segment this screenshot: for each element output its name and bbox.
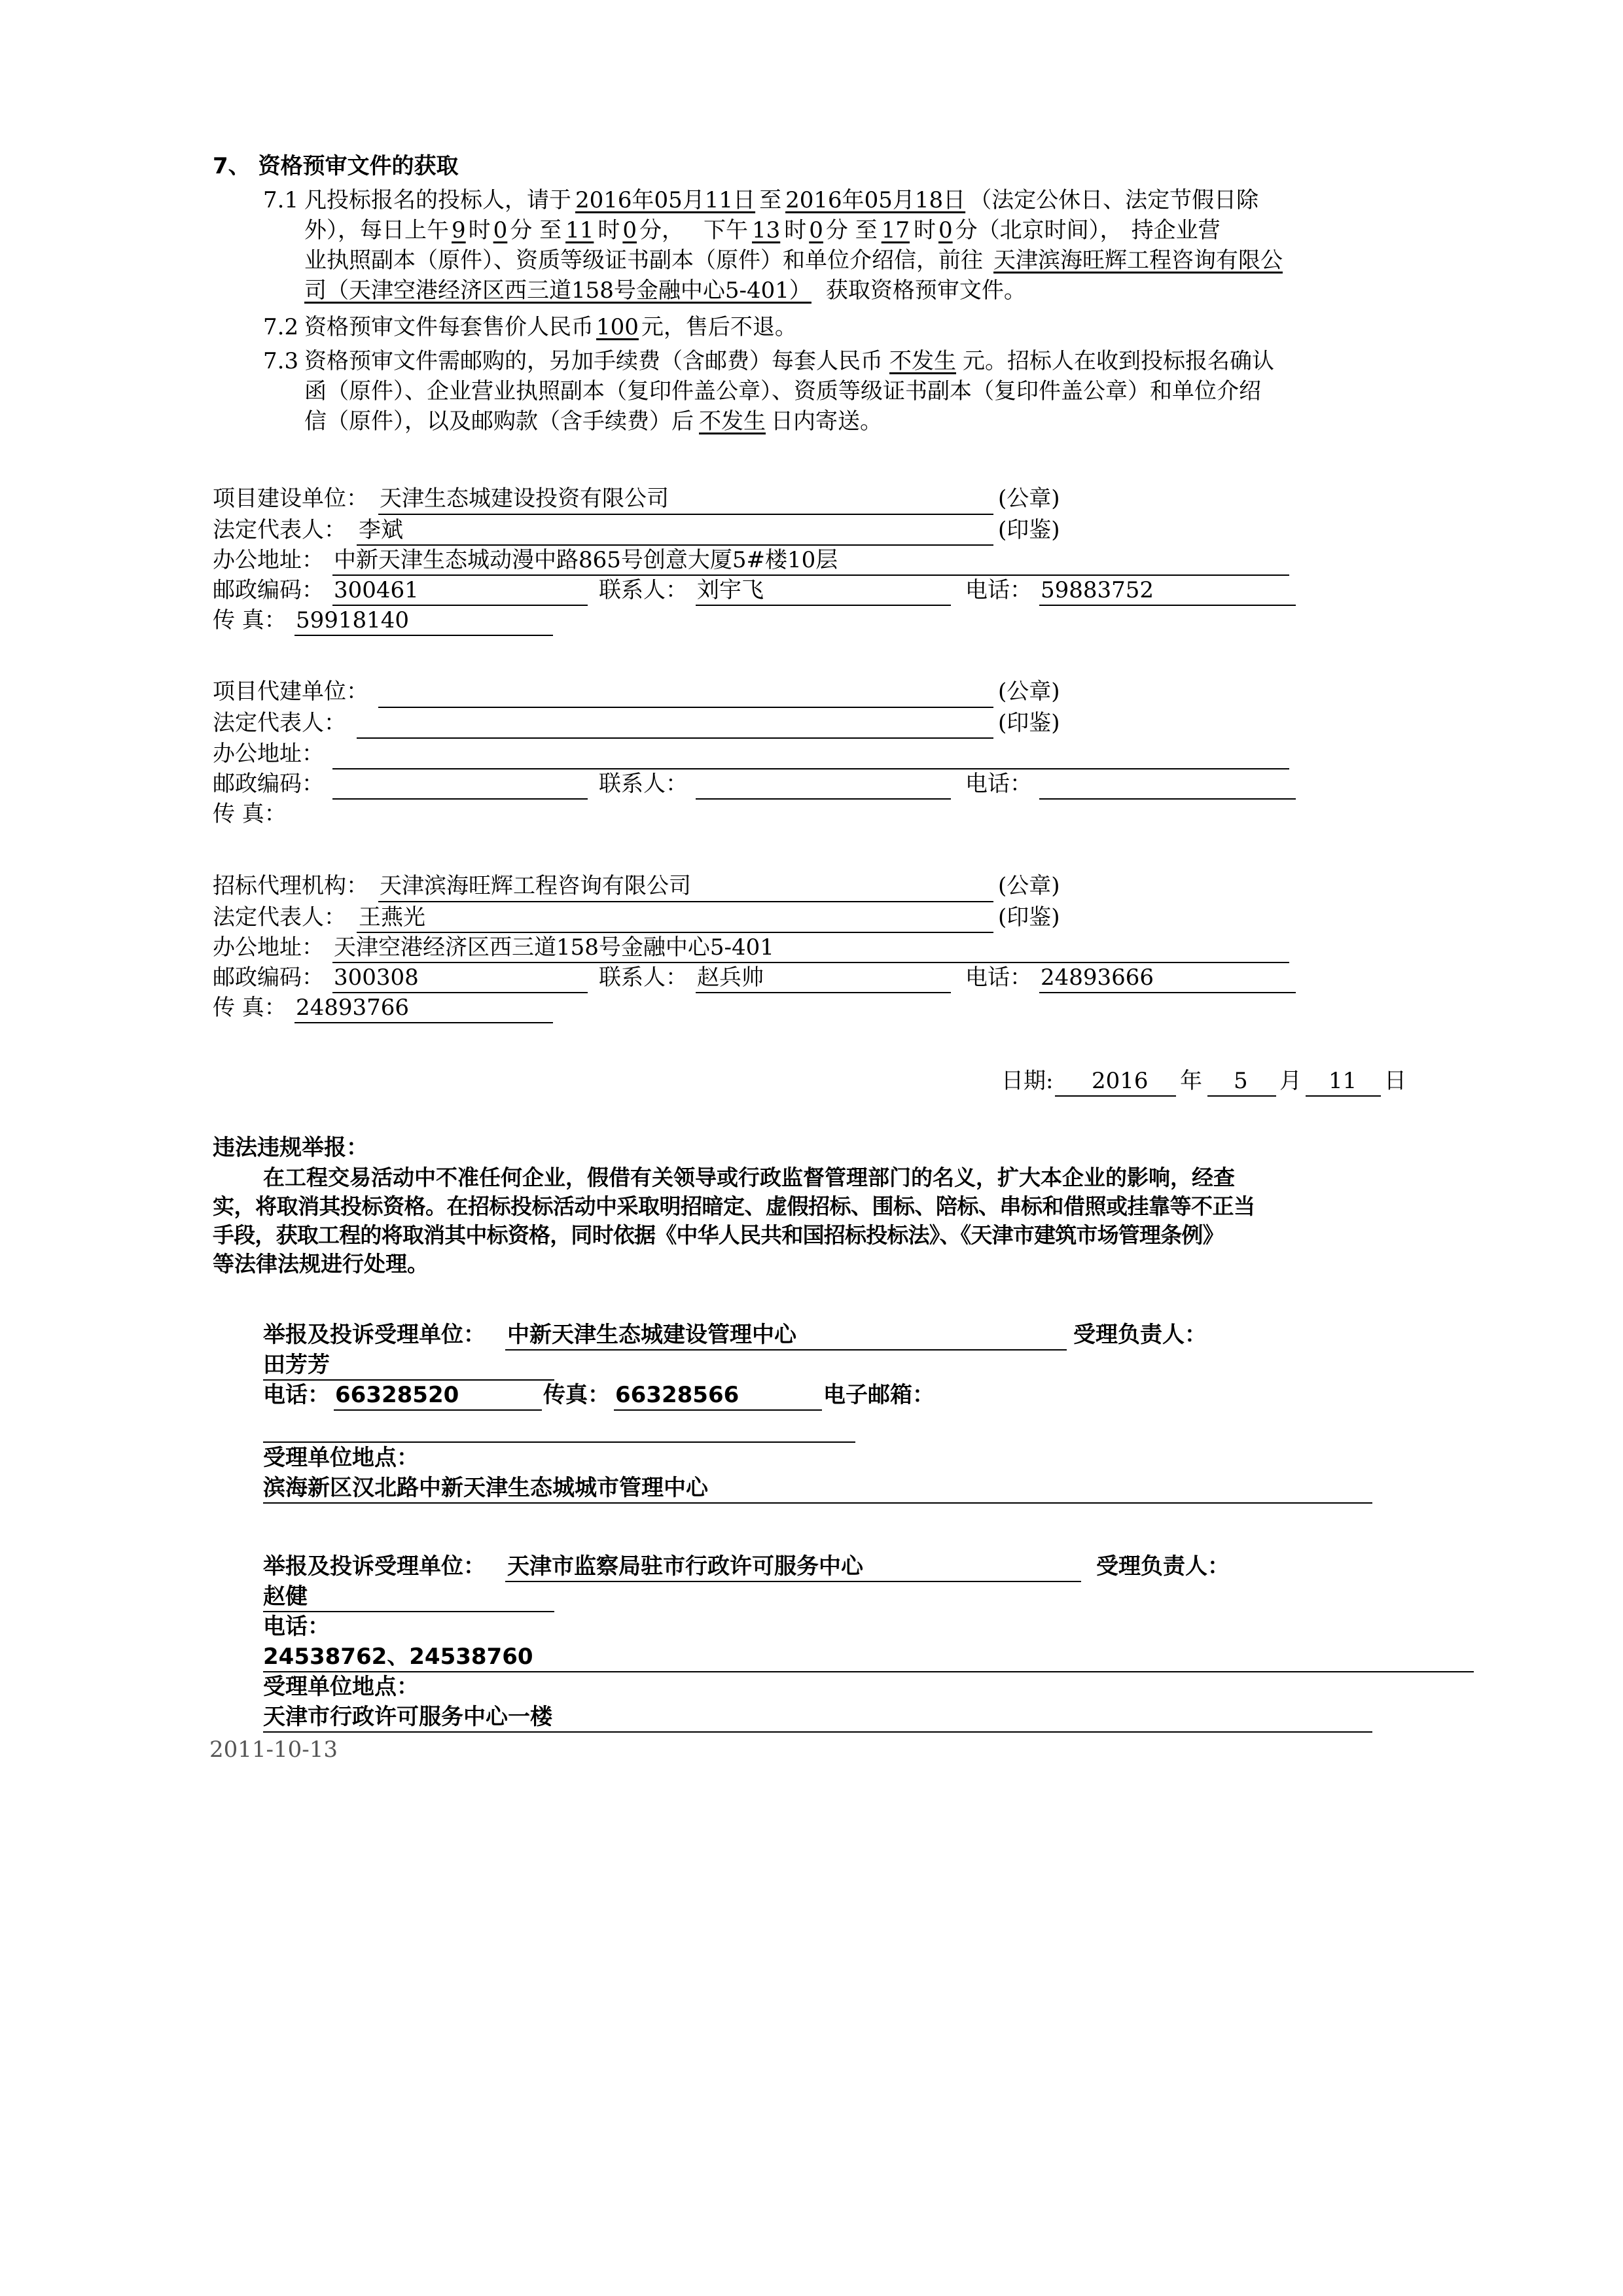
complaint1-fax-line [614,1409,822,1411]
complaint1-email-line [263,1441,855,1443]
report-line-3: 手段，获取工程的将取消其中标资格，同时依据《中华人民共和国招标投标法》、《天津市建筑市场管理条例》 [213,1222,1224,1248]
tender-agent-rep-label: 法定代表人： [213,904,346,930]
tender-agent-unit-line [378,901,993,902]
clause-7-3-line-1: 资格预审文件需邮购的，另加手续费（含邮费）每套人民币 不发生 元。招标人在收到投标报名确认 [304,348,1274,374]
builder-zip-label: 邮政编码： [213,577,324,603]
builder-fax-value: 59918140 [296,607,410,633]
registration-start-date: 2016年05月11日 [575,187,756,213]
clause-7-3-line-2: 函（原件）、企业营业执照副本（复印件盖公章）、资质等级证书副本（复印件盖公章）和单位介绍 [304,378,1261,404]
tender-agent-tel-label: 电话： [965,964,1032,991]
complaint2-head-label: 受理负责人： [1096,1553,1230,1580]
builder-fax-line [294,635,553,636]
date-month: 5 [1234,1068,1248,1094]
tender-agent-seal: (公章) [998,873,1060,899]
clause-7-2-number: 7.2 [263,314,299,340]
clause-7-1-line-4: 司（天津空港经济区西三道158号金融中心5-401） 获取资格预审文件。 [304,277,1026,304]
tender-agent-zip-label: 邮政编码： [213,964,324,991]
agent-builder-tel-line [1039,798,1296,800]
registration-end-date: 2016年05月18日 [785,187,966,213]
tender-agent-unit-label: 招标代理机构： [213,873,368,899]
builder-stamp: (印鉴) [998,517,1060,543]
section-7-heading: 7、 资格预审文件的获取 [213,153,459,179]
clause-7-1-line-1: 凡投标报名的投标人，请于 2016年05月11日 至 2016年05月18日 （法定公休日、法定节假日除 [304,187,1259,213]
date-year-unit: 年 [1180,1068,1202,1094]
complaint1-email-label: 电子邮箱： [823,1382,935,1408]
clause-7-2-text: 资格预审文件每套售价人民币 100 元，售后不退。 [304,314,797,340]
agent-builder-unit-label: 项目代建单位： [213,679,368,705]
date-year-line [1055,1095,1176,1097]
builder-rep-value: 李斌 [359,517,403,543]
complaint1-unit-label: 举报及投诉受理单位： [263,1322,486,1348]
report-line-1: 在工程交易活动中不准任何企业，假借有关领导或行政监督管理部门的名义，扩大本企业的影响，经查 [263,1165,1235,1190]
agent-builder-addr-line [332,768,1289,769]
pickup-location-line-2: 司（天津空港经济区西三道158号金融中心5-401） [304,277,812,304]
tender-agent-addr-label: 办公地址： [213,934,324,961]
builder-tel-line [1039,605,1296,606]
complaint1-place-line [263,1502,1372,1504]
tender-agent-tel-value: 24893666 [1041,964,1154,991]
complaint2-unit-line [505,1581,1081,1582]
tender-agent-tel-line [1039,992,1296,993]
tender-agent-unit-value: 天津滨海旺辉工程咨询有限公司 [380,873,691,899]
date-label: 日期: [1001,1068,1054,1094]
complaint2-place-label: 受理单位地点： [263,1674,419,1700]
agent-builder-zip-line [332,798,588,800]
tender-agent-stamp: (印鉴) [998,904,1060,930]
complaint1-tel-value: 66328520 [335,1382,459,1408]
complaint2-place-line [263,1731,1372,1733]
date-year: 2016 [1092,1068,1149,1094]
agent-builder-rep-label: 法定代表人： [213,710,346,736]
builder-contact-value: 刘宇飞 [697,577,764,603]
builder-tel-label: 电话： [965,577,1032,603]
complaint2-head-value: 赵健 [263,1583,308,1610]
builder-tel-value: 59883752 [1041,577,1154,603]
builder-unit-label: 项目建设单位： [213,486,368,512]
complaint1-head-label: 受理负责人： [1073,1322,1207,1348]
date-day-unit: 日 [1384,1068,1406,1094]
builder-fax-label: 传 真： [213,607,287,633]
builder-addr-label: 办公地址： [213,547,324,573]
complaint2-tel-value: 24538762、24538760 [263,1644,533,1670]
date-month-line [1207,1095,1276,1097]
builder-unit-value: 天津生态城建设投资有限公司 [380,486,669,512]
builder-contact-label: 联系人： [599,577,688,603]
tender-agent-contact-value: 赵兵帅 [697,964,764,991]
agent-builder-rep-line [357,737,993,739]
complaint1-unit-line [505,1349,1067,1351]
builder-seal: (公章) [998,486,1060,512]
builder-unit-line [378,514,993,515]
complaint1-tel-line [334,1409,542,1411]
complaint2-tel-line [263,1671,1474,1672]
clause-7-1-line-2: 外），每日上午 9 时 0 分 至 11 时 0 分， 下午 13 时 0 分 至 17 时 0 分（北京时间）， 持企业营 [304,217,1221,243]
agent-builder-unit-line [378,707,993,708]
mail-fee: 不发生 [889,348,956,374]
date-month-unit: 月 [1279,1068,1302,1094]
complaint2-unit-value: 天津市监察局驻市行政许可服务中心 [507,1553,863,1580]
complaint1-place-label: 受理单位地点： [263,1445,419,1471]
footer-date: 2011-10-13 [209,1737,338,1763]
agent-builder-stamp: (印鉴) [998,710,1060,736]
clause-7-1-line-3: 业执照副本（原件）、资质等级证书副本（原件）和单位介绍信，前往 天津滨海旺辉工程咨询有限公 [304,247,1283,274]
complaint1-fax-value: 66328566 [615,1382,740,1408]
complaint2-place-value: 天津市行政许可服务中心一楼 [263,1704,552,1730]
builder-addr-value: 中新天津生态城动漫中路865号创意大厦5#楼10层 [334,547,838,573]
tender-agent-rep-value: 王燕光 [359,904,425,930]
report-line-2: 实，将取消其投标资格。在招标投标活动中采取明招暗定、虚假招标、围标、陪标、串标和借照或挂靠等不正当 [213,1193,1255,1219]
date-day: 11 [1329,1068,1357,1094]
tender-agent-fax-label: 传 真： [213,995,287,1021]
agent-builder-fax-label: 传 真： [213,801,287,827]
clause-7-3-number: 7.3 [263,348,299,374]
report-title: 违法违规举报： [213,1135,368,1161]
builder-rep-label: 法定代表人： [213,517,346,543]
complaint2-tel-label: 电话： [263,1614,330,1640]
complaint2-unit-label: 举报及投诉受理单位： [263,1553,486,1580]
agent-builder-addr-label: 办公地址： [213,741,324,767]
complaint1-place-value: 滨海新区汉北路中新天津生态城城市管理中心 [263,1475,708,1501]
agent-builder-seal: (公章) [998,679,1060,705]
agent-builder-contact-label: 联系人： [599,771,688,797]
report-line-4: 等法律法规进行处理。 [213,1251,429,1277]
tender-agent-fax-line [294,1022,553,1023]
agent-builder-zip-label: 邮政编码： [213,771,324,797]
tender-agent-fax-value: 24893766 [296,995,410,1021]
pickup-location-line-1: 天津滨海旺辉工程咨询有限公 [993,247,1283,274]
complaint1-tel-label: 电话： [263,1382,330,1408]
builder-contact-line [696,605,951,606]
tender-agent-contact-line [696,992,951,993]
complaint1-fax-label: 传真： [543,1382,610,1408]
date-day-line [1306,1095,1381,1097]
mail-days: 不发生 [699,408,766,434]
tender-agent-addr-value: 天津空港经济区西三道158号金融中心5-401 [334,934,774,961]
tender-agent-contact-label: 联系人： [599,964,688,991]
agent-builder-contact-line [696,798,951,800]
document-price: 100 [596,314,639,340]
agent-builder-tel-label: 电话： [965,771,1032,797]
builder-zip-value: 300461 [334,577,419,603]
tender-agent-zip-value: 300308 [334,964,419,991]
clause-7-3-line-3: 信（原件），以及邮购款（含手续费）后 不发生 日内寄送。 [304,408,882,434]
clause-7-1-number: 7.1 [263,187,299,213]
complaint1-head-value: 田芳芳 [263,1352,330,1378]
complaint1-unit-value: 中新天津生态城建设管理中心 [507,1322,796,1348]
